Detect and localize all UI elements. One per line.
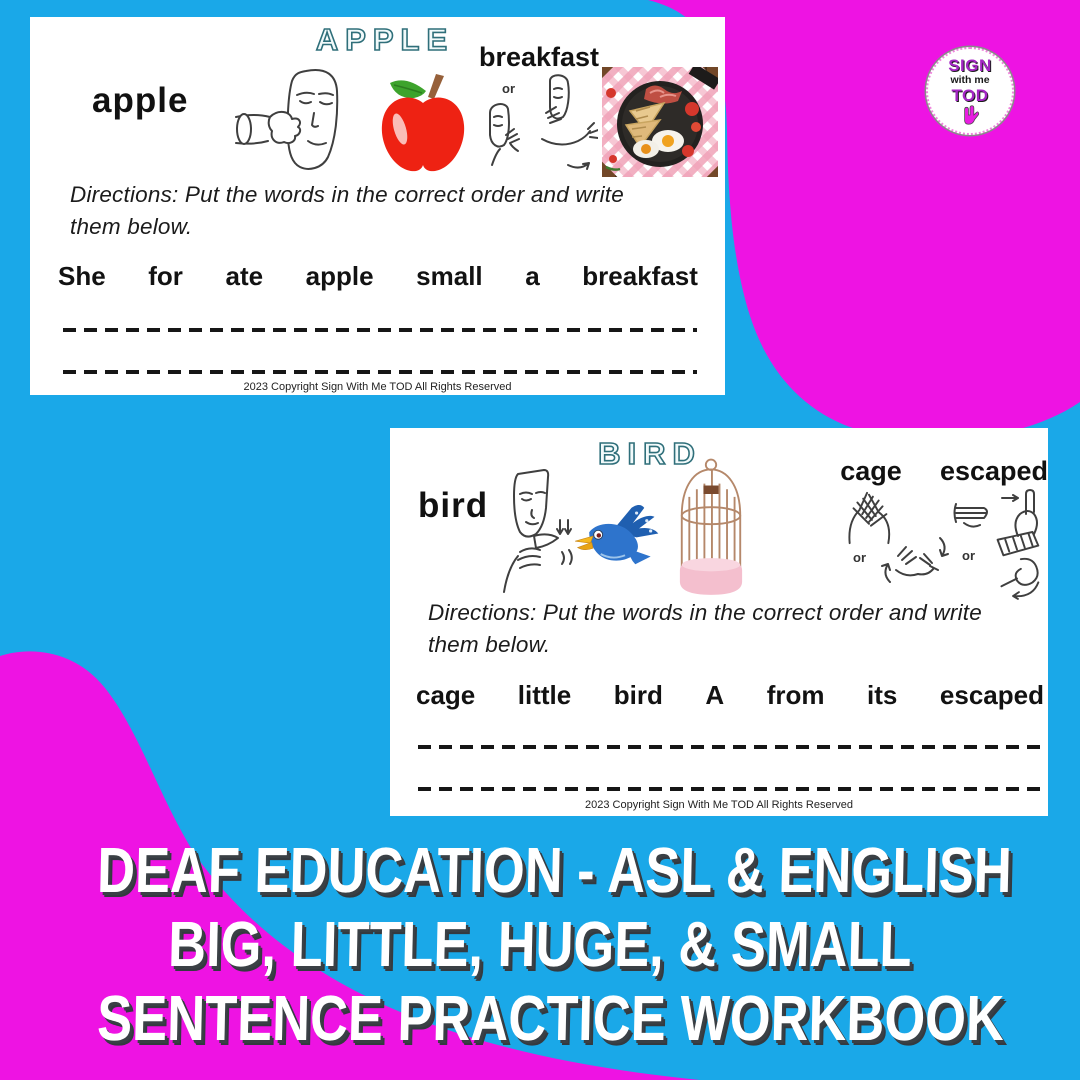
scramble-word: small [416, 261, 483, 291]
label-cage: cage [840, 456, 902, 486]
worksheet-bird [390, 428, 1048, 816]
brand-logo [926, 47, 1014, 135]
copyright-text: 2023 Copyright Sign With Me TOD All Rights Reserved [585, 799, 853, 811]
answer-line [418, 745, 1045, 749]
scramble-word: a [525, 261, 540, 291]
vocab-word: apple [92, 81, 189, 120]
or-label: or [962, 548, 975, 563]
label-escaped: escaped [939, 456, 1049, 486]
scramble-word: apple [305, 261, 374, 291]
scramble-word: breakfast [582, 261, 698, 291]
product-title-line1: DEAF EDUCATION - ASL & ENGLISH [96, 834, 1013, 906]
scramble-word: A [705, 680, 725, 710]
ily-hand-icon [960, 105, 980, 125]
answer-line [63, 370, 697, 374]
directions-line2: them below. [70, 214, 193, 239]
scramble-word: escaped [939, 680, 1044, 710]
product-title-line2: BIG, LITTLE, HUGE, & SMALL [167, 908, 913, 980]
scramble-word-row [58, 261, 698, 292]
or-label: or [502, 81, 515, 96]
scramble-word: cage [416, 680, 476, 710]
breakfast-photo [602, 67, 718, 177]
scramble-word: bird [613, 680, 663, 710]
scramble-word: little [517, 680, 572, 710]
scramble-word: its [867, 680, 898, 710]
product-title [0, 833, 1080, 1055]
asl-apple-sign-icon [234, 63, 366, 173]
label-breakfast: breakfast [478, 42, 600, 72]
answer-line [63, 328, 697, 332]
bluebird-clipart-icon [570, 486, 666, 590]
logo-text-tod: TOD [951, 85, 989, 105]
directions-line2: them below. [428, 632, 551, 657]
vocab-word: bird [418, 486, 489, 525]
answer-line [418, 787, 1045, 791]
worksheet-title: BIRD [598, 436, 702, 471]
asl-breakfast-sign-icon [470, 73, 598, 183]
logo-text-withme: with me [950, 74, 990, 87]
copyright-text: 2023 Copyright Sign With Me TOD All Rights Reserved [243, 381, 512, 393]
scramble-word: from [766, 680, 825, 710]
product-title-line3: SENTENCE PRACTICE WORKBOOK [96, 982, 1005, 1054]
or-label: or [853, 550, 866, 565]
asl-bird-sign-icon [486, 468, 578, 594]
scramble-word: ate [225, 261, 264, 291]
worksheet-title: APPLE [315, 22, 455, 57]
asl-escaped-sign-variant-icon [984, 528, 1048, 600]
asl-cage-sign-variant-icon [878, 528, 952, 594]
logo-text-sign: SIGN [948, 56, 992, 76]
apple-clipart-icon [378, 67, 468, 177]
scramble-word: She [58, 261, 106, 291]
worksheet-apple [30, 17, 725, 395]
directions-line1: Directions: Put the words in the correct order and write [70, 182, 624, 207]
scramble-word-row [416, 680, 1044, 711]
scramble-word: for [148, 261, 183, 291]
birdcage-clipart-icon [678, 454, 744, 600]
directions-line1: Directions: Put the words in the correct order and write [428, 600, 982, 625]
